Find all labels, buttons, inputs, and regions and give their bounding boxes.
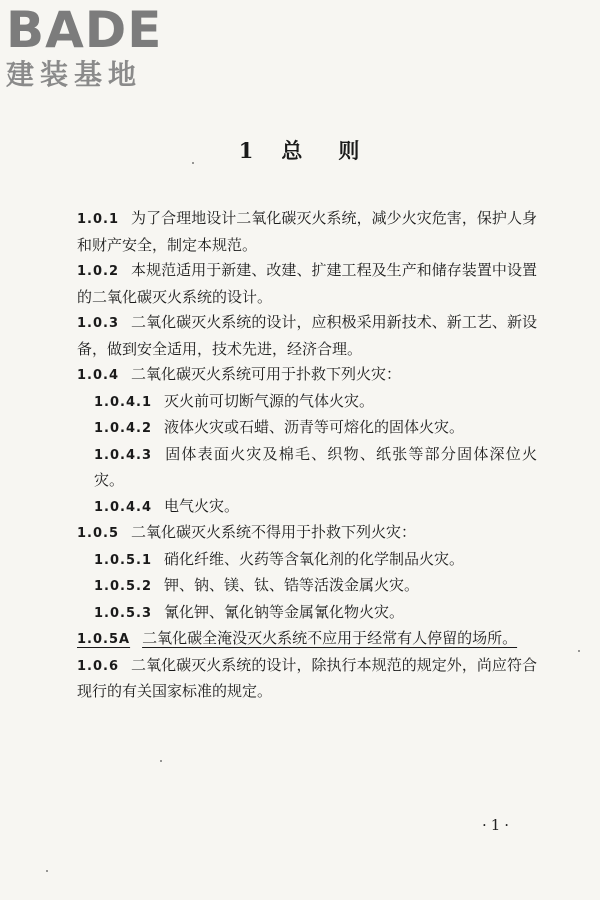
clause-1-0-4-2 (77, 415, 537, 442)
clause-1-0-4-4 (77, 494, 537, 521)
clause-number: 1.0.5.1 (94, 552, 152, 568)
clause-text: 电气火灾。 (164, 496, 240, 515)
logo-subtitle: 建装基地 (6, 58, 143, 91)
clause-number: 1.0.4.3 (94, 447, 152, 463)
clause-1-0-4-3 (77, 442, 537, 494)
clause-number: 1.0.5A (77, 632, 131, 647)
clause-number: 1.0.1 (77, 212, 120, 227)
scan-speck (192, 162, 194, 164)
clause-1-0-5 (77, 520, 537, 547)
logo-brand: BADE (6, 1, 163, 59)
clause-1-0-1 (77, 206, 537, 258)
clause-list (77, 206, 537, 705)
chapter-number: 1 (238, 138, 256, 163)
clause-1-0-6 (77, 653, 537, 705)
chapter-title-char-1: 总 (281, 138, 305, 163)
clause-text: 二氧化碳灭火系统可用于扑救下列火灾： (131, 365, 402, 383)
clause-1-0-5-2 (77, 573, 537, 600)
clause-text: 二氧化碳灭火系统不得用于扑救下列火灾： (131, 523, 417, 541)
page-number: ·1· (482, 816, 514, 834)
clause-text: 二氧化碳全淹没灭火系统不应用于经常有人停留的场所。 (142, 629, 518, 647)
clause-1-0-4 (77, 362, 537, 389)
clause-text: 液体火灾或石蜡、沥青等可熔化的固体火灾。 (164, 418, 465, 436)
clause-text: 灭火前可切断气源的气体火灾。 (164, 391, 375, 410)
clause-text: 二氧化碳灭火系统的设计，应积极采用新技术、新工艺、新设备，做到安全适用，技术先进，经济合理。 (77, 313, 537, 358)
clause-text: 二氧化碳灭火系统的设计，除执行本规范的规定外，尚应符合现行的有关国家标准的规定。 (77, 655, 537, 700)
clause-number: 1.0.5.2 (94, 579, 152, 594)
scan-speck (46, 870, 48, 872)
clause-1-0-5-1 (77, 547, 537, 574)
clause-number: 1.0.4.2 (94, 421, 152, 436)
clause-text: 氰化钾、氰化钠等金属氰化物火灾。 (164, 602, 405, 621)
scan-speck (578, 650, 580, 652)
clause-1-0-4-1 (77, 389, 537, 416)
clause-text: 本规范适用于新建、改建、扩建工程及生产和储存装置中设置的二氧化碳灭火系统的设计。 (77, 261, 537, 306)
chapter-title-char-2: 则 (338, 138, 362, 163)
clause-text: 钾、钠、镁、钛、锆等活泼金属火灾。 (164, 576, 420, 594)
clause-text: 硝化纤维、火药等含氧化剂的化学制品火灾。 (164, 549, 465, 568)
clause-number: 1.0.3 (77, 316, 120, 331)
clause-text: 为了合理地设计二氧化碳灭火系统，减少火灾危害，保护人身和财产安全，制定本规范。 (77, 209, 537, 254)
clause-number: 1.0.6 (77, 658, 120, 674)
clause-number: 1.0.5.3 (94, 605, 152, 621)
logo (6, 1, 181, 92)
clause-number: 1.0.4 (77, 368, 120, 383)
clause-1-0-3 (77, 310, 537, 362)
clause-number: 1.0.5 (77, 526, 120, 541)
clause-text: 固体表面火灾及棉毛、织物、纸张等部分固体深位火灾。 (94, 444, 537, 489)
chapter-title (0, 135, 600, 165)
clause-number: 1.0.4.4 (94, 499, 152, 515)
clause-1-0-5-3 (77, 600, 537, 627)
clause-number: 1.0.2 (77, 264, 120, 279)
clause-1-0-5a (77, 626, 537, 653)
scan-speck (160, 760, 162, 762)
clause-1-0-2 (77, 258, 537, 310)
clause-number: 1.0.4.1 (94, 394, 152, 410)
